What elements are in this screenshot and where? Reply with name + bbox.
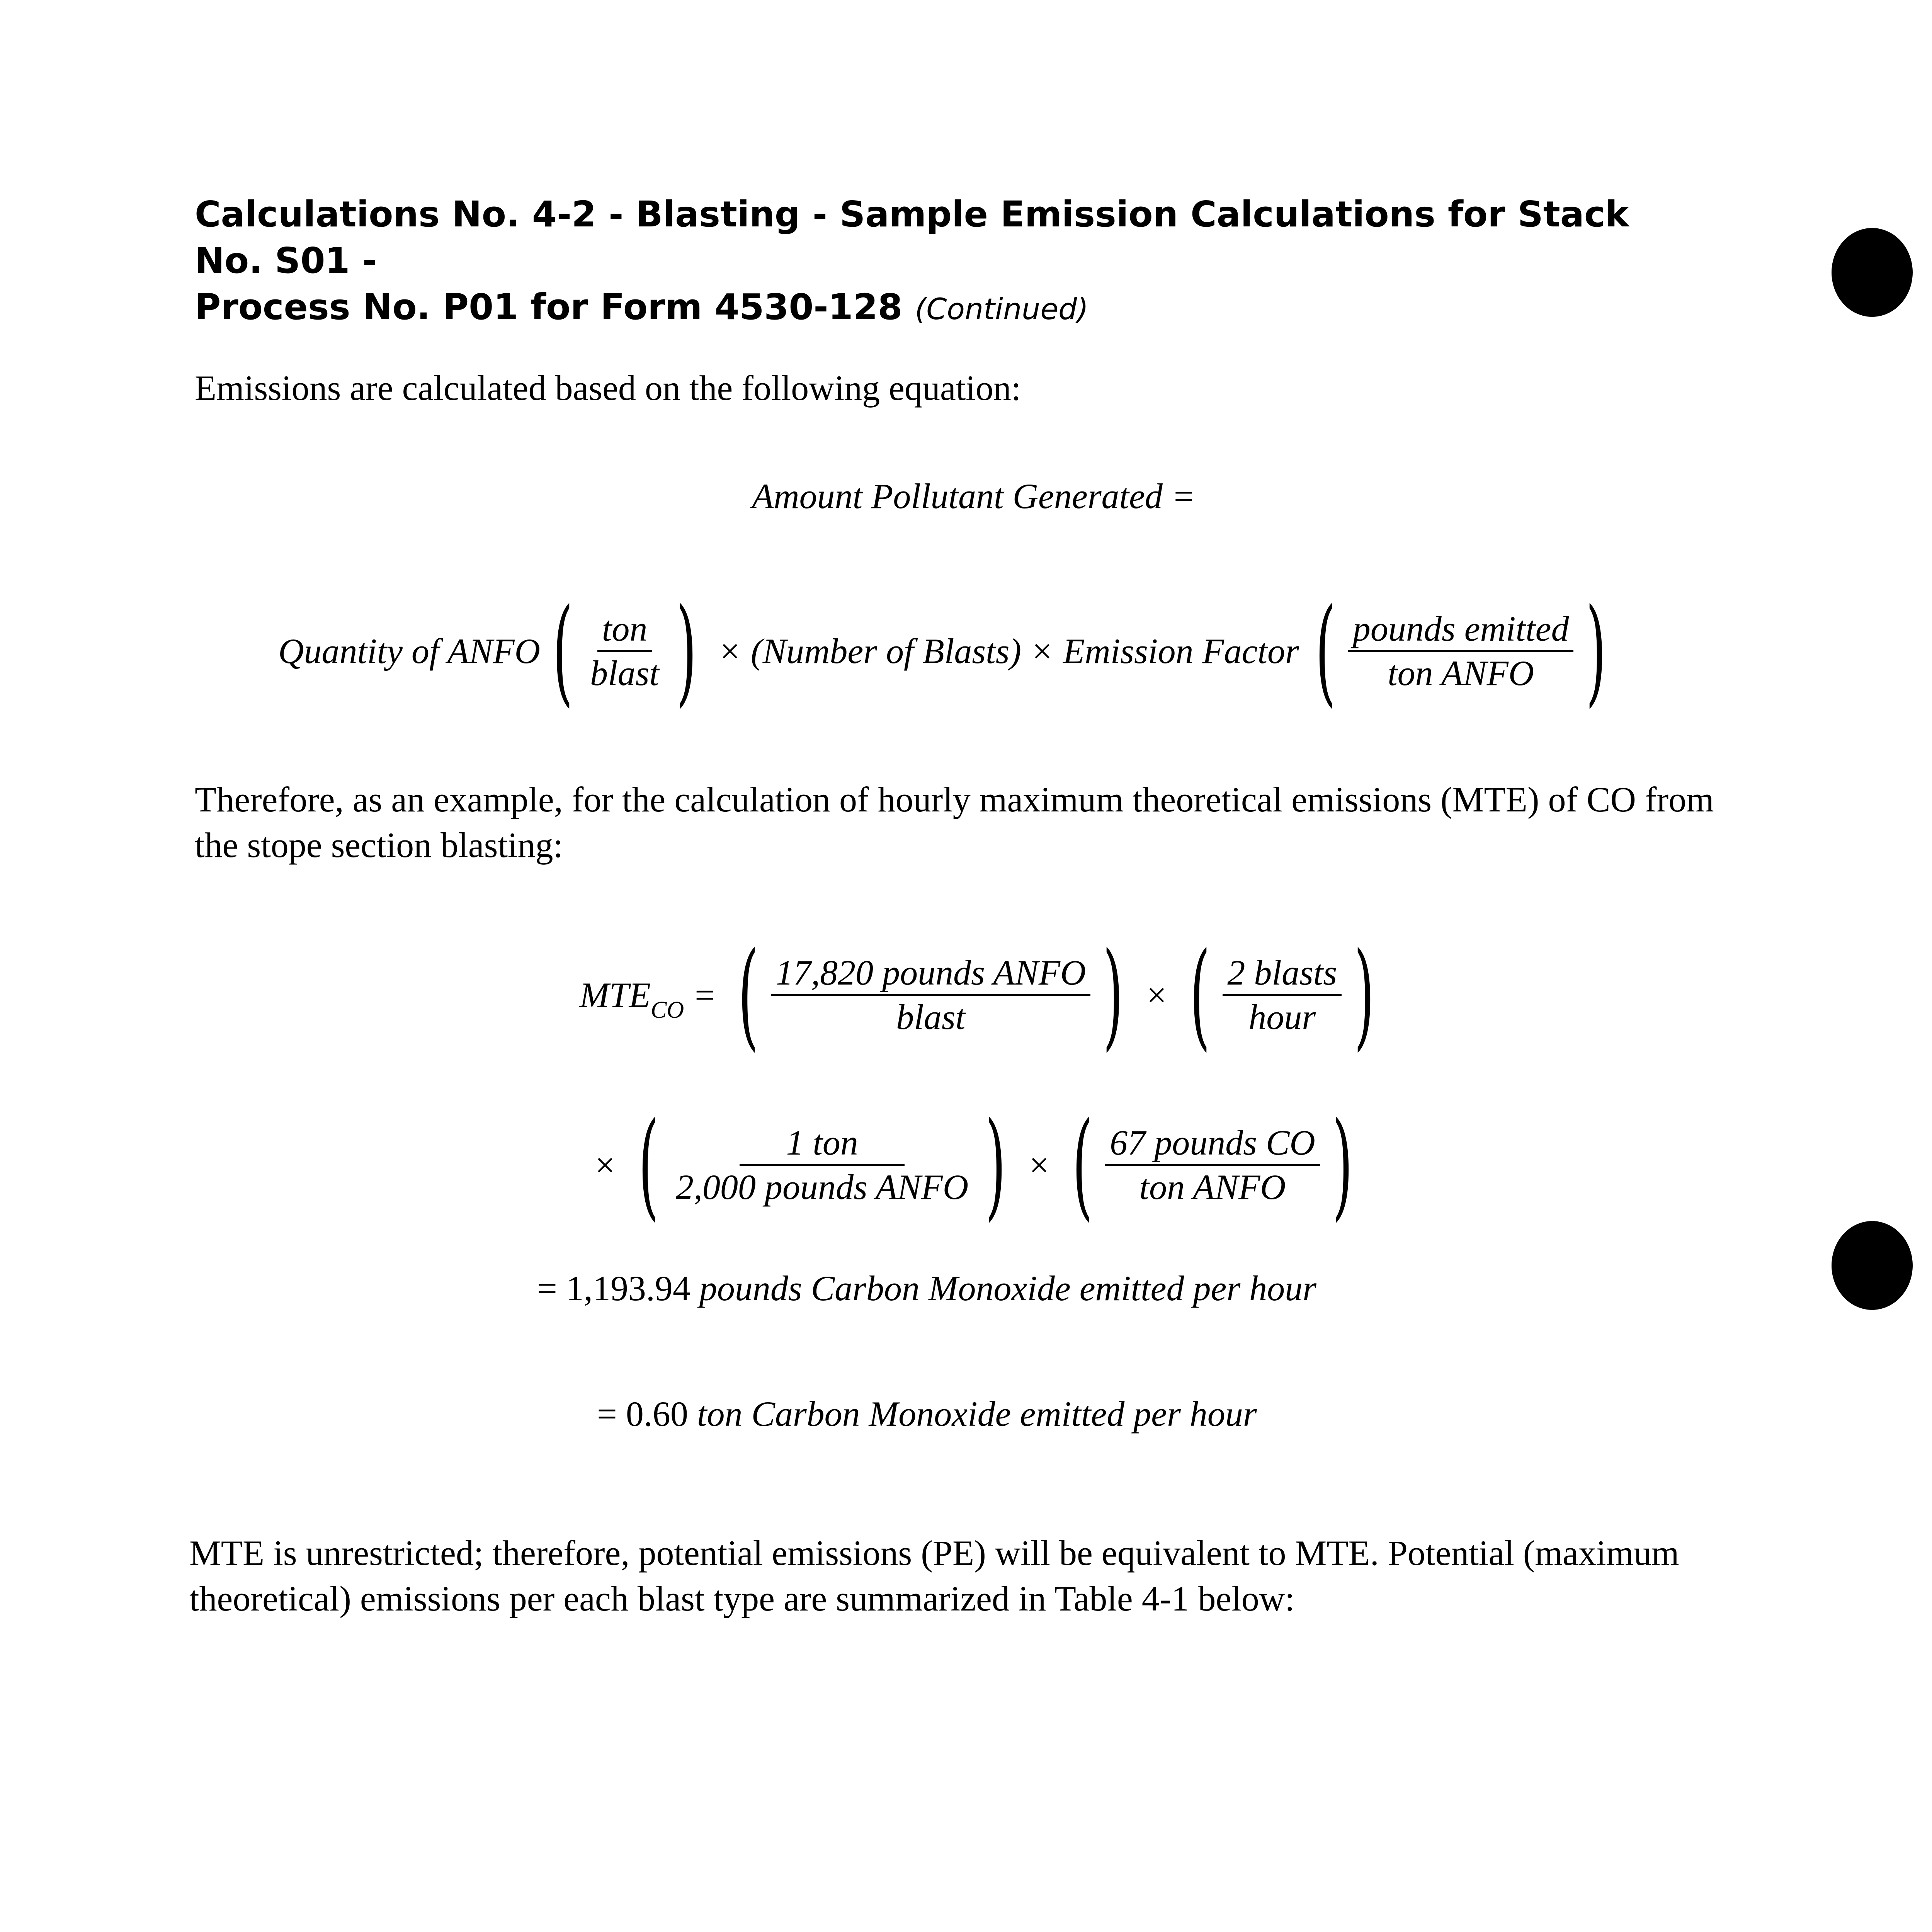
fraction-numerator: pounds emitted xyxy=(1348,609,1574,652)
left-paren: ( xyxy=(638,1097,659,1232)
section-heading xyxy=(195,191,1663,332)
result-pounds-value: = 1,193.94 xyxy=(537,1269,690,1308)
emission-factor-label: Emission Factor xyxy=(1063,631,1299,671)
fraction-denominator: hour xyxy=(1248,997,1316,1037)
times-operator: × xyxy=(595,1145,615,1185)
left-paren: ( xyxy=(1315,583,1336,718)
example-equation-line-2 xyxy=(595,1097,1365,1232)
result-pounds-text: pounds Carbon Monoxide emitted per hour xyxy=(699,1269,1316,1308)
example-equation-line-1 xyxy=(580,927,1387,1062)
right-paren: ) xyxy=(1586,583,1607,718)
general-equation xyxy=(278,583,1619,718)
left-paren: ( xyxy=(1072,1097,1093,1232)
heading-line-1: Calculations No. 4-2 - Blasting - Sample Emission Calculations for Stack No. S01 - xyxy=(195,194,1629,281)
result-pounds xyxy=(537,1265,1316,1311)
equals-operator: = xyxy=(695,975,715,1015)
heading-line-2 xyxy=(195,284,1663,332)
closing-paragraph: MTE is unrestricted; therefore, potential emissions (PE) will be equivalent to MTE. Potential (maximum theoretical) emissions per each blast type are summarized in Table 4-1 below: xyxy=(189,1533,1679,1618)
punch-hole xyxy=(1832,1221,1913,1310)
right-paren: ) xyxy=(1103,927,1124,1062)
left-paren: ( xyxy=(553,583,573,718)
right-paren: ) xyxy=(676,583,697,718)
fraction-denominator: ton ANFO xyxy=(1139,1167,1286,1207)
fraction-numerator: 1 ton xyxy=(740,1123,905,1166)
fraction-numerator: 2 blasts xyxy=(1223,953,1342,996)
fraction-numerator: 17,820 pounds ANFO xyxy=(771,953,1090,996)
pounds-co-per-ton-fraction xyxy=(1105,1123,1320,1207)
result-tons xyxy=(597,1391,1257,1437)
blasts-per-hour-fraction xyxy=(1223,953,1342,1037)
result-tons-value: = 0.60 xyxy=(597,1394,688,1434)
fraction-numerator: ton xyxy=(597,609,652,652)
times-operator: × xyxy=(1029,1145,1049,1185)
fraction-denominator: ton ANFO xyxy=(1388,653,1534,693)
ton-per-pounds-fraction xyxy=(671,1123,973,1207)
quantity-label: Quantity of ANFO xyxy=(278,631,541,671)
mte-label: $MTE_{CO}$ xyxy=(580,975,684,1023)
intro-paragraph: Emissions are calculated based on the following equation: xyxy=(195,368,1021,408)
heading-line-2-text: Process No. P01 for Form 4530-128 xyxy=(195,286,903,328)
times-operator: × xyxy=(720,631,740,671)
example-paragraph: Therefore, as an example, for the calculation of hourly maximum theoretical emissions (MTE) of CO from the stope section blasting: xyxy=(195,780,1714,865)
anfo-per-blast-fraction xyxy=(771,953,1090,1037)
fraction-denominator: 2,000 pounds ANFO xyxy=(675,1167,969,1207)
left-paren: ( xyxy=(738,927,759,1062)
right-paren: ) xyxy=(1332,1097,1353,1232)
fraction-denominator: blast xyxy=(590,653,660,693)
pounds-per-ton-fraction xyxy=(1348,609,1574,693)
heading-continued: (Continued) xyxy=(915,292,1088,326)
left-paren: ( xyxy=(1190,927,1211,1062)
fraction-numerator: 67 pounds CO xyxy=(1105,1123,1320,1166)
result-tons-text: ton Carbon Monoxide emitted per hour xyxy=(697,1394,1257,1434)
times-operator: × xyxy=(1032,631,1053,671)
times-operator: × xyxy=(1146,975,1167,1015)
equation-title: Amount Pollutant Generated = xyxy=(752,476,1196,516)
punch-hole xyxy=(1832,228,1913,317)
mte-subscript: CO xyxy=(651,997,684,1023)
ton-per-blast-fraction xyxy=(585,609,664,693)
right-paren: ) xyxy=(1354,927,1374,1062)
right-paren: ) xyxy=(985,1097,1006,1232)
fraction-denominator: blast xyxy=(896,997,966,1037)
blasts-term: (Number of Blasts) xyxy=(750,631,1022,671)
